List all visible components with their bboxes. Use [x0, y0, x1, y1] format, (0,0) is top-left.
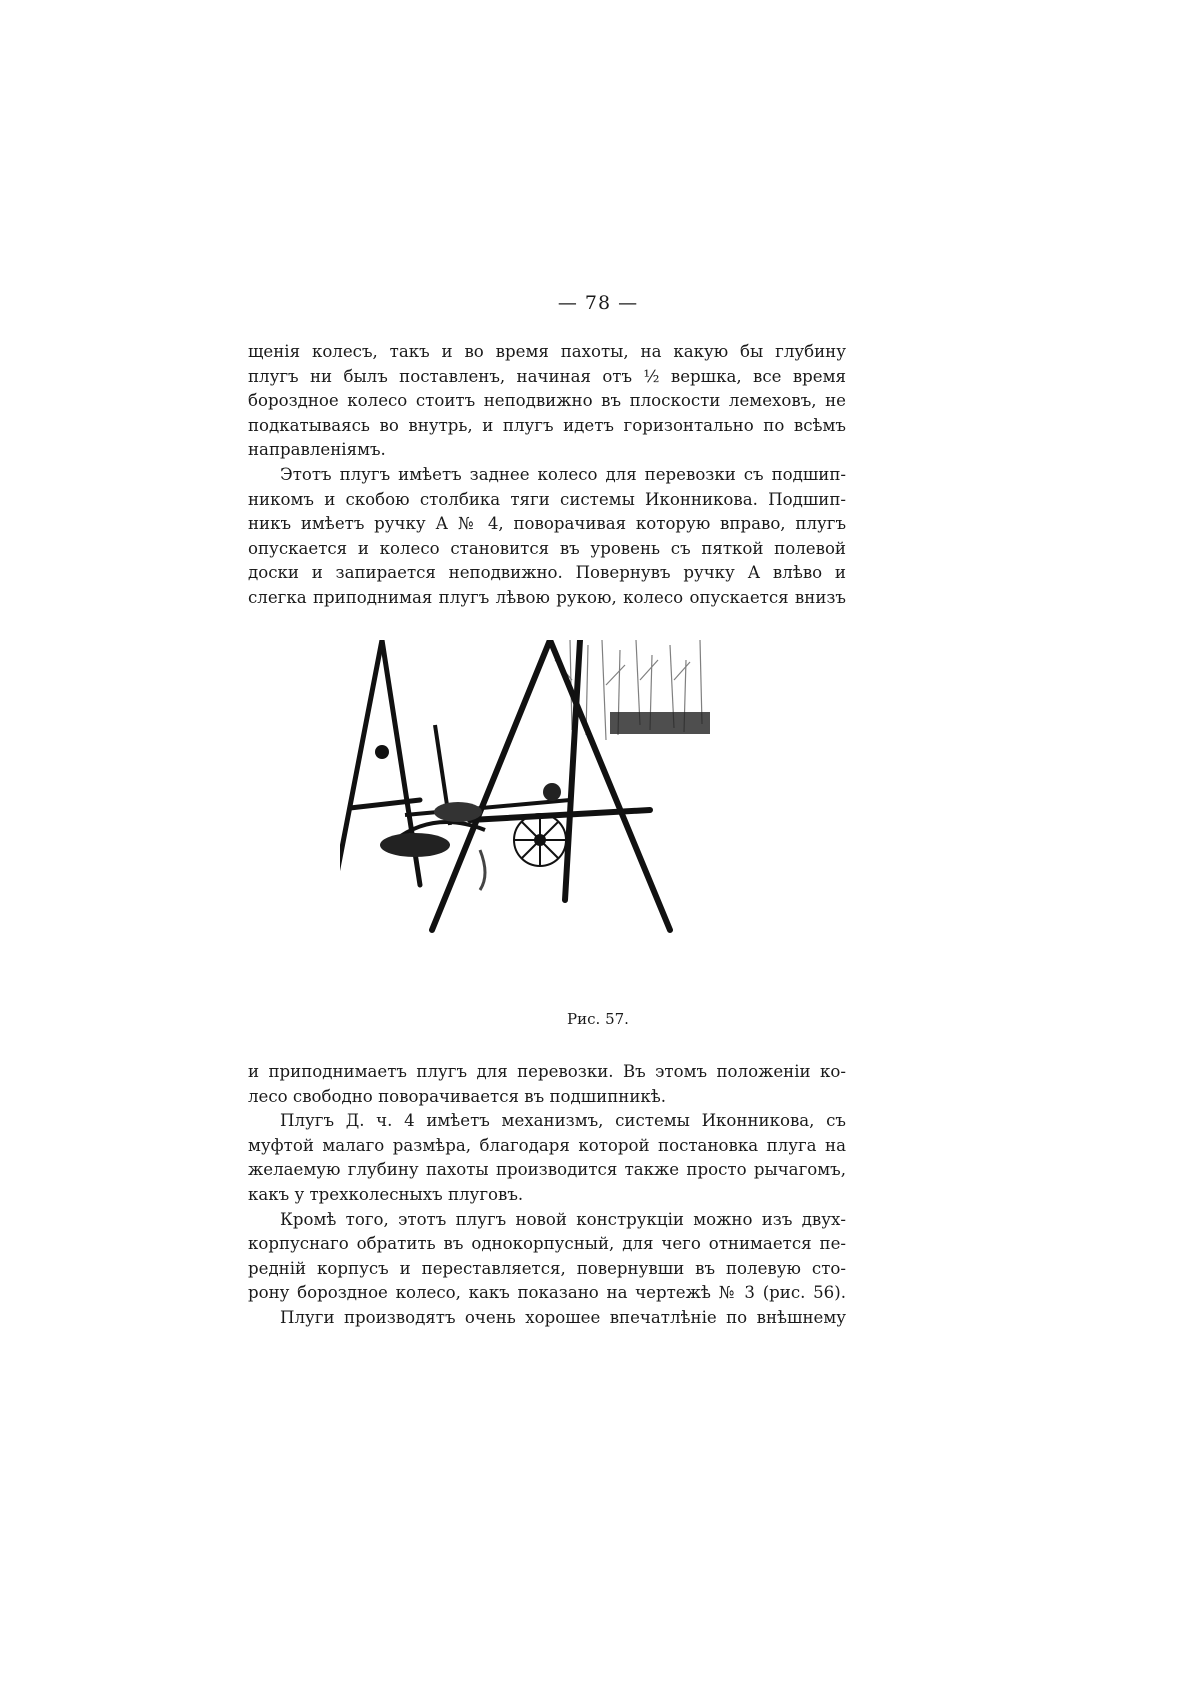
- text-line: никомъ и скобою столбика тяги системы Иконникова. Подшип-: [248, 489, 846, 509]
- figure-caption: Рис. 57.: [567, 1010, 629, 1028]
- text-line: рону бороздное колесо, какъ показано на чертежѣ № 3 (рис. 56).: [248, 1283, 846, 1303]
- text-line: корпуснаго обратить въ однокорпусный, для чего отнимается пе-: [248, 1234, 846, 1254]
- plough-photo: [340, 640, 780, 970]
- text-line: слегка приподнимая плугъ лѣвою рукою, колесо опускается внизъ: [248, 587, 846, 607]
- text-line: и приподнимаетъ плугъ для перевозки. Въ этомъ положеніи ко-: [248, 1062, 846, 1081]
- text-line: муфтой малаго размѣра, благодаря которой постановка плуга на: [248, 1135, 846, 1155]
- text-line: Плуги производятъ очень хорошее впечатлѣніе по внѣшнему: [280, 1307, 846, 1327]
- text-line: Этотъ плугъ имѣетъ заднее колесо для перевозки съ подшип-: [280, 464, 846, 484]
- text-line: опускается и колесо становится въ уровень съ пяткой полевой: [248, 538, 846, 558]
- text-line: никъ имѣетъ ручку А № 4, поворачивая которую вправо, плугъ: [248, 514, 846, 534]
- text-line: щенія колесъ, такъ и во время пахоты, на какую бы глубину: [248, 342, 846, 361]
- text-line: лесо свободно поворачивается въ подшипникѣ.: [248, 1086, 667, 1106]
- plough-illustration-icon: [340, 640, 780, 970]
- page-number: — 78 —: [557, 292, 639, 314]
- text-line: Плугъ Д. ч. 4 имѣетъ механизмъ, системы Иконникова, съ: [280, 1111, 846, 1131]
- text-line: доски и запирается неподвижно. Повернувъ ручку А влѣво и: [248, 563, 846, 583]
- text-block-bottom: [248, 1060, 846, 1331]
- text-block-top: [248, 340, 846, 611]
- text-line: плугъ ни былъ поставленъ, начиная отъ ½ вершка, все время: [248, 366, 846, 386]
- text-line: направленіямъ.: [248, 440, 386, 460]
- text-line: желаемую глубину пахоты производится также просто рычагомъ,: [248, 1160, 846, 1180]
- text-line: Кромѣ того, этотъ плугъ новой конструкціи можно изъ двух-: [280, 1209, 846, 1229]
- text-line: бороздное колесо стоитъ неподвижно въ плоскости лемеховъ, не: [248, 391, 846, 411]
- text-line: подкатываясь во внутрь, и плугъ идетъ горизонтально по всѣмъ: [248, 415, 846, 435]
- text-line: редній корпусъ и переставляется, повернувши въ полевую сто-: [248, 1258, 846, 1278]
- text-line: какъ у трехколесныхъ плуговъ.: [248, 1184, 524, 1204]
